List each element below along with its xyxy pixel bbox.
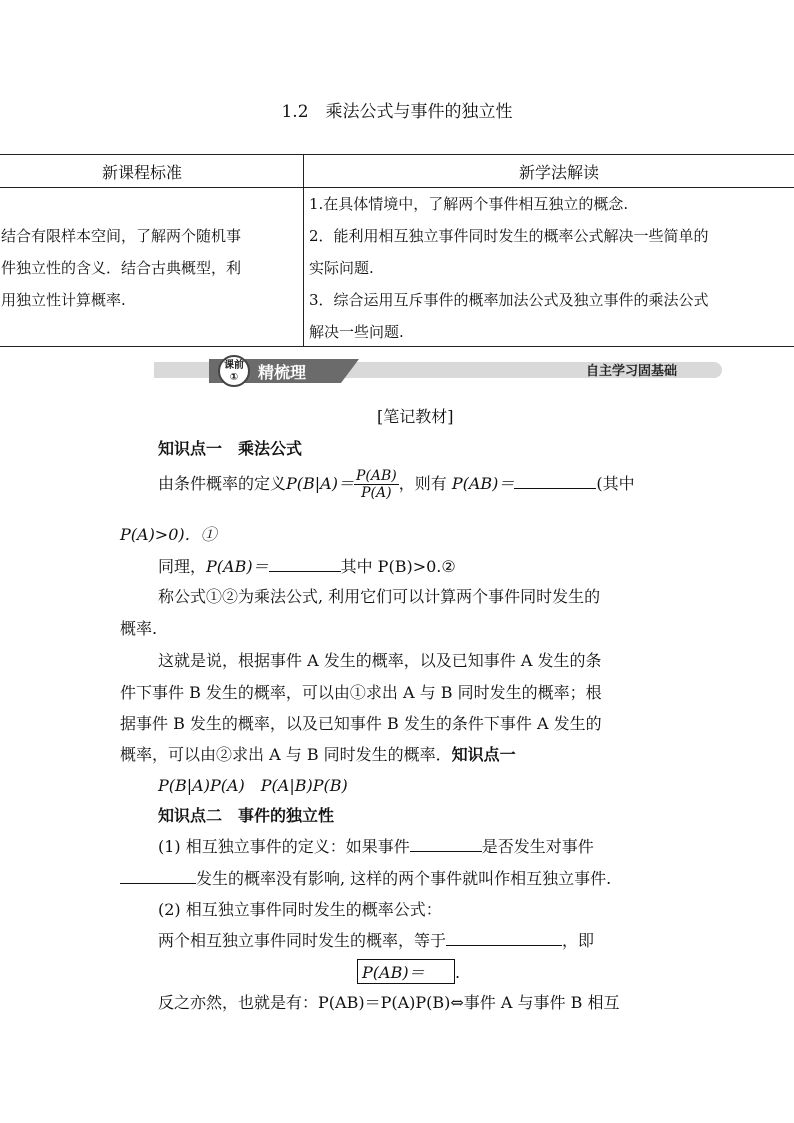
kp1-formula: P(AB)＝ bbox=[206, 557, 269, 576]
banner-badge-bottom: ① bbox=[229, 372, 239, 383]
kp1-text: 其中 P(B)>0.② bbox=[340, 557, 456, 576]
kp1-line-9 bbox=[120, 742, 516, 765]
kp1-text: 概率，可以由②求出 A 与 B 同时发生的概率． bbox=[120, 745, 452, 764]
answer-blank bbox=[269, 555, 341, 572]
kp2-text: 两个相互独立事件同时发生的概率，等于 bbox=[158, 931, 447, 950]
banner-badge-top: 课前 bbox=[224, 360, 244, 371]
kp2-text: 是否发生对事件 bbox=[481, 837, 594, 856]
banner-badge bbox=[218, 355, 250, 387]
kp2-text: . bbox=[455, 963, 461, 982]
kp1-line-5: 概率. bbox=[120, 619, 158, 638]
kp1-text: 同理， bbox=[158, 557, 207, 576]
standards-table bbox=[0, 154, 794, 347]
answer-blank bbox=[446, 929, 562, 946]
kp1-answer-label: 知识点一 bbox=[451, 745, 516, 764]
kp2-text: ，即 bbox=[562, 931, 595, 950]
interpretation-line: 1.在具体情境中，了解两个事件相互独立的概念. bbox=[309, 195, 629, 213]
kp1-line-4: 称公式①②为乘法公式, 利用它们可以计算两个事件同时发生的 bbox=[158, 587, 601, 606]
standard-line: 结合有限样本空间，了解两个随机事 bbox=[1, 227, 242, 245]
kp2-line-6: 反之亦然，也就是有：P(AB)＝P(A)P(B)⇔事件 A 与事件 B 相互 bbox=[158, 993, 620, 1012]
interpretation-line: 实际问题. bbox=[309, 259, 374, 277]
standard-line: 用独立性计算概率. bbox=[1, 291, 126, 309]
page-title: 1.2 乘法公式与事件的独立性 bbox=[281, 102, 513, 122]
kp1-formula: P(AB)＝ bbox=[451, 474, 515, 493]
kp1-heading: 知识点一 乘法公式 bbox=[158, 439, 303, 458]
kp2-line-5 bbox=[357, 959, 460, 984]
kp1-text: ，则有 bbox=[398, 474, 447, 493]
kp1-text: (其中 bbox=[596, 474, 635, 493]
fraction bbox=[354, 468, 399, 501]
kp1-answers: P(B|A)P(A) P(A|B)P(B) bbox=[158, 776, 348, 795]
kp2-heading: 知识点二 事件的独立性 bbox=[158, 806, 335, 825]
learning-interpretation-cell bbox=[304, 188, 794, 347]
fraction-numerator: P(AB) bbox=[355, 468, 397, 484]
kp1-line-2: P(A)>0)．① bbox=[120, 525, 217, 544]
answer-blank bbox=[514, 472, 596, 489]
answer-blank bbox=[120, 867, 196, 884]
kp1-text: 由条件概率的定义 bbox=[158, 474, 287, 493]
notes-label: [笔记教材] bbox=[377, 407, 454, 426]
kp2-text: (1) 相互独立事件的定义：如果事件 bbox=[158, 837, 410, 856]
curriculum-standard-cell bbox=[0, 188, 304, 347]
kp2-text: 发生的概率没有影响, 这样的两个事件就叫作相互独立事件. bbox=[196, 869, 612, 888]
header-learning-interpretation: 新学法解读 bbox=[304, 155, 794, 188]
banner-right-label: 自主学习固基础 bbox=[585, 364, 677, 379]
kp1-formula: P(B|A)＝ bbox=[286, 474, 354, 493]
banner-main-label: 精梳理 bbox=[258, 363, 307, 382]
kp2-line-3: (2) 相互独立事件同时发生的概率公式： bbox=[158, 900, 442, 919]
section-banner bbox=[154, 358, 722, 382]
boxed-formula: P(AB)＝ bbox=[357, 959, 455, 984]
kp2-line-2 bbox=[120, 866, 611, 889]
kp1-line-1 bbox=[158, 468, 635, 501]
interpretation-line: 2．能利用相互独立事件同时发生的概率公式解决一些简单的 bbox=[309, 227, 709, 245]
kp1-line-6: 这就是说，根据事件 A 发生的概率，以及已知事件 A 发生的条 bbox=[158, 651, 602, 670]
standard-line: 件独立性的含义．结合古典概型，利 bbox=[1, 259, 242, 277]
answer-blank bbox=[410, 835, 482, 852]
kp1-line-3 bbox=[158, 554, 456, 577]
interpretation-line: 解决一些问题. bbox=[309, 323, 404, 341]
interpretation-line: 3．综合运用互斥事件的概率加法公式及独立事件的乘法公式 bbox=[309, 291, 709, 309]
kp1-line-7: 件下事件 B 发生的概率，可以由①求出 A 与 B 同时发生的概率；根 bbox=[120, 683, 602, 702]
fraction-denominator: P(A) bbox=[361, 485, 392, 501]
kp2-line-1 bbox=[158, 834, 594, 857]
kp1-line-8: 据事件 B 发生的概率，以及已知事件 B 发生的条件下事件 A 发生的 bbox=[120, 714, 602, 733]
kp2-line-4 bbox=[158, 928, 594, 951]
header-curriculum-standard: 新课程标准 bbox=[0, 155, 304, 188]
